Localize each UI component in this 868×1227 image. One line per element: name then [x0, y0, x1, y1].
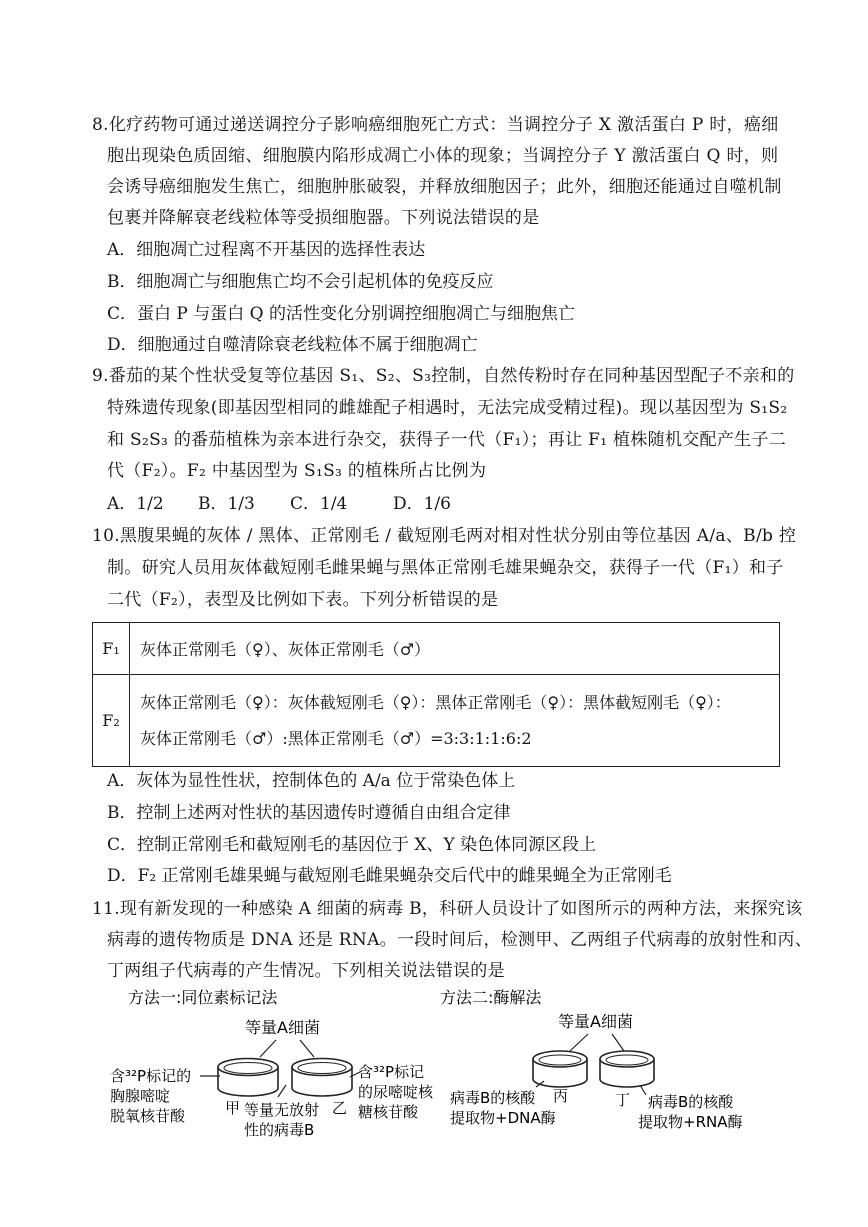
group-label-bing: 丙 [553, 1087, 569, 1105]
ding-reagent-label-2: 提取物+RNA酶 [638, 1113, 743, 1131]
q8-line-1: 8.化疗药物可通过递送调控分子影响癌细胞死亡方式：当调控分子 X 激活蛋白 P 时，癌细 [92, 115, 779, 135]
left-nucleotide-label-3: 脱氧核苷酸 [110, 1107, 186, 1125]
leader-line [260, 1040, 276, 1057]
table-row-f1 [93, 623, 780, 675]
f2-line-1: 灰体正常刚毛（♀）：灰体截短刚毛（♀）：黑体正常刚毛（♀）：黑体截短刚毛（♀）： [140, 692, 731, 712]
q10-line-3: 二代（F₂），表型及比例如下表。下列分析错误的是 [107, 590, 499, 610]
leader-line [278, 1085, 286, 1097]
petri-dish-ding [600, 1051, 654, 1087]
q8-line-4: 包裹并降解衰老线粒体等受损细胞器。下列说法错误的是 [107, 208, 540, 228]
method-1-bacteria-label: 等量A细菌 [245, 1018, 320, 1037]
leader-line [640, 1085, 646, 1095]
row-label-f2: F₂ [93, 675, 130, 767]
petri-dish-bing [533, 1051, 587, 1087]
q9-line-1: 9.番茄的某个性状受复等位基因 S₁、S₂、S₃控制，自然传粉时存在同种基因型配子不亲和的 [92, 366, 795, 386]
q8-option-d: D．细胞通过自噬清除衰老线粒体不属于细胞凋亡 [107, 335, 478, 355]
q8-option-a: A．细胞凋亡过程离不开基因的选择性表达 [107, 240, 426, 260]
q8-line-2: 胞出现染色质固缩、细胞膜内陷形成凋亡小体的现象；当调控分子 Y 激活蛋白 Q 时，则 [107, 146, 779, 166]
left-nucleotide-label-2: 胸腺嘧啶 [110, 1087, 171, 1105]
f2-line-2: 灰体正常刚毛（♂）:黑体正常刚毛（♂）=3:3:1:1:6:2 [140, 728, 532, 748]
q9-option-c: C．1/4 [290, 494, 348, 514]
q8-option-b: B．细胞凋亡与细胞焦亡均不会引起机体的免疫反应 [107, 272, 494, 292]
q11-line-2: 病毒的遗传物质是 DNA 还是 RNA。一段时间后，检测甲、乙两组子代病毒的放射性和丙、 [107, 930, 813, 950]
q10-option-c: C．控制正常刚毛和截短刚毛的基因位于 X、Y 染色体同源区段上 [107, 835, 597, 855]
method-1-title: 方法一:同位素标记法 [128, 988, 278, 1007]
q10-option-d: D．F₂ 正常刚毛雄果蝇与截短刚毛雌果蝇杂交后代中的雌果蝇全为正常刚毛 [107, 866, 672, 886]
method-2-title: 方法二:酶解法 [440, 988, 542, 1007]
q10-option-b: B．控制上述两对性状的基因遗传时遵循自由组合定律 [107, 803, 511, 823]
bing-reagent-label-1: 病毒B的核酸 [450, 1089, 536, 1107]
row-label-f1: F₁ [93, 623, 130, 675]
petri-dish-yi [292, 1059, 352, 1097]
right-nucleotide-label-1: 含³²P标记 [358, 1063, 425, 1081]
left-nucleotide-label-1: 含³²P标记的 [110, 1067, 192, 1085]
q9-option-a: A．1/2 [107, 494, 164, 514]
table-row-f2 [93, 675, 780, 767]
q9-line-3: 和 S₂S₃ 的番茄植株为亲本进行杂交，获得子一代（F₁）；再让 F₁ 植株随机交配产生子二 [107, 430, 787, 450]
q10-line-1: 10.黑腹果蝇的灰体 / 黑体、正常刚毛 / 截短刚毛两对相对性状分别由等位基因 A/a、B/b 控 [92, 526, 797, 546]
q10-option-a: A．灰体为显性性状，控制体色的 A/a 位于常染色体上 [107, 771, 516, 791]
q9-line-2: 特殊遗传现象(即基因型相同的雌雄配子相遇时，无法完成受精过程)。现以基因型为 S₁S₂ [107, 398, 788, 418]
q8-option-c: C．蛋白 P 与蛋白 Q 的活性变化分别调控细胞凋亡与细胞焦亡 [107, 304, 575, 324]
q9-option-d: D．1/6 [393, 494, 451, 514]
phenotype-table [92, 622, 780, 767]
leader-line [570, 1034, 588, 1051]
virus-label-1: 等量无放射 [244, 1101, 320, 1119]
experiment-diagram [100, 985, 780, 1155]
q10-line-2: 制。研究人员用灰体截短刚毛雌果蝇与黑体正常刚毛雄果蝇杂交，获得子一代（F₁）和子 [107, 558, 784, 578]
virus-label-2: 性的病毒B [244, 1121, 315, 1139]
right-nucleotide-label-2: 的尿嘧啶核 [358, 1083, 434, 1101]
ding-reagent-label-1: 病毒B的核酸 [648, 1093, 734, 1111]
leader-line [612, 1034, 624, 1051]
method-2-bacteria-label: 等量A细菌 [558, 1012, 633, 1031]
f1-phenotypes: 灰体正常刚毛（♀）、灰体正常刚毛（♂） [130, 623, 780, 675]
right-nucleotide-label-3: 糖核苷酸 [358, 1103, 419, 1121]
q9-line-4: 代（F₂）。F₂ 中基因型为 S₁S₃ 的植株所占比例为 [107, 461, 487, 481]
q8-line-3: 会诱导癌细胞发生焦亡，细胞肿胀破裂，并释放细胞因子；此外，细胞还能通过自噬机制 [107, 177, 782, 197]
leader-line [300, 1040, 314, 1057]
f2-phenotypes [130, 675, 780, 767]
q9-option-b: B．1/3 [198, 494, 255, 514]
group-label-ding: 丁 [615, 1091, 631, 1109]
group-label-jia: 甲 [225, 1099, 241, 1117]
q11-line-3: 丁两组子代病毒的产生情况。下列相关说法错误的是 [107, 961, 505, 981]
q11-line-1: 11.现有新发现的一种感染 A 细菌的病毒 B，科研人员设计了如图所示的两种方法，来探究该 [92, 899, 803, 919]
group-label-yi: 乙 [332, 1099, 348, 1117]
petri-dish-jia [218, 1059, 278, 1097]
bing-reagent-label-2: 提取物+DNA酶 [450, 1109, 556, 1127]
